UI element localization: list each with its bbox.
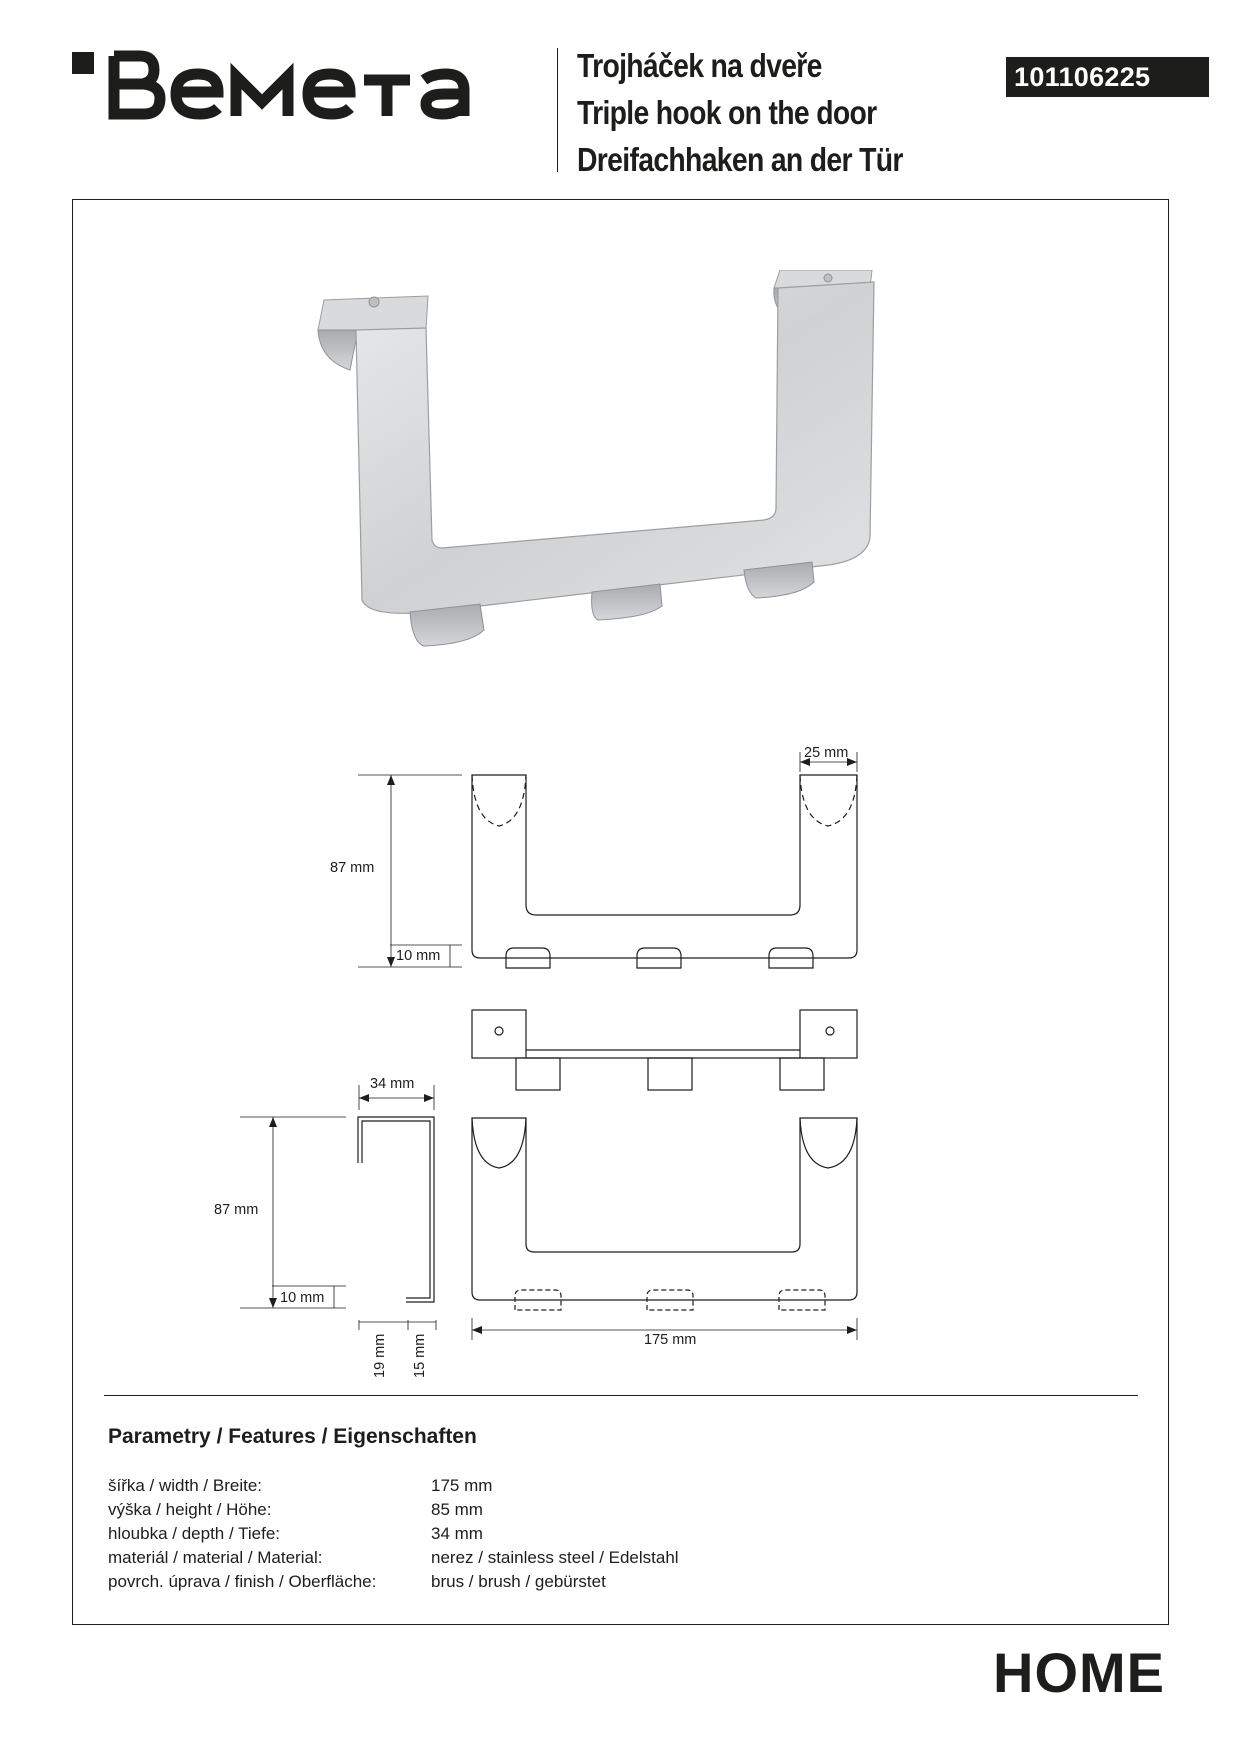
feature-label: hloubka / depth / Tiefe:: [108, 1524, 281, 1543]
features-separator: [104, 1395, 1138, 1396]
title-cz: Trojháček na dveře: [577, 47, 822, 84]
dim-total-width: 175 mm: [644, 1332, 697, 1348]
feature-label: šířka / width / Breite:: [108, 1476, 262, 1495]
side-view-outline: [358, 1117, 434, 1302]
title-de: Dreifachhaken an der Tür: [577, 141, 903, 178]
product-code-badge: 101106225: [1006, 57, 1209, 97]
feature-label: povrch. úprava / finish / Oberfläche:: [108, 1572, 377, 1591]
front-view-outline: [472, 775, 857, 958]
dim-side-height: 87 mm: [214, 1202, 259, 1218]
feature-value: 85 mm: [431, 1500, 483, 1519]
title-en: Triple hook on the door: [577, 94, 877, 131]
feature-label: materiál / material / Material:: [108, 1548, 323, 1567]
feature-label: výška / height / Höhe:: [108, 1500, 272, 1519]
dim-front-hook: 10 mm: [396, 948, 441, 964]
dim-side-depth: 34 mm: [370, 1076, 415, 1092]
feature-value: 34 mm: [431, 1524, 483, 1543]
collection-label: HOME: [993, 1641, 1165, 1704]
dim-side-hook: 10 mm: [280, 1290, 325, 1306]
dim-side-bottom-2: 15 mm: [412, 1333, 428, 1378]
feature-value: nerez / stainless steel / Edelstahl: [431, 1548, 679, 1567]
dim-front-height: 87 mm: [330, 860, 375, 876]
brand-text: BEMETA: [72, 46, 77, 47]
dim-top-width: 25 mm: [804, 745, 849, 761]
feature-value: 175 mm: [431, 1476, 493, 1495]
feature-value: brus / brush / gebürstet: [431, 1572, 606, 1591]
top-view-outline: [472, 1010, 526, 1058]
features-heading: Parametry / Features / Eigenschaften: [108, 1425, 477, 1448]
dim-side-bottom-1: 19 mm: [372, 1333, 388, 1378]
